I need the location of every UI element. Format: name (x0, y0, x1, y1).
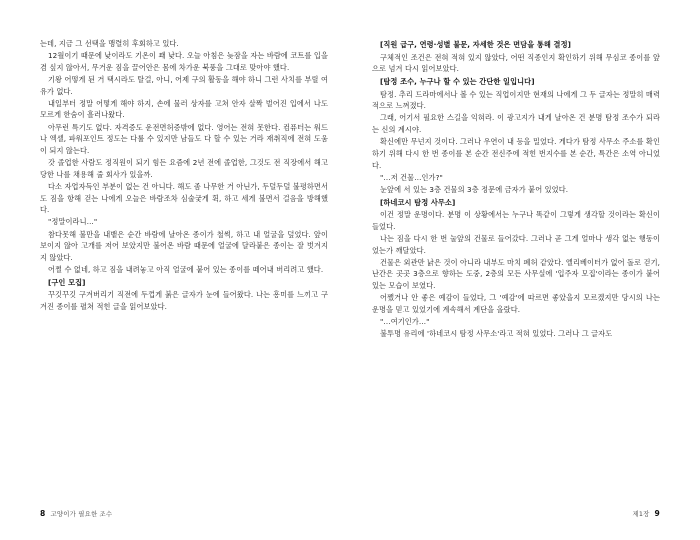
paragraph: 불투명 유리에 '하네코시 탐정 사무소'라고 적혀 있었다. 그러나 그 글자도 (380, 329, 613, 339)
paragraph: 확신에만 무넌지 것이다. 그러나 우연이 내 등을 밀었다. 게다가 탐정 사무소 주소를 확인하기 위해 다시 한 번 종이를 본 순간 전신주에 적힌 번지수를 본 순간, 특간은 소역 아니었다. (372, 137, 660, 170)
dialogue-line: "…저 건물…인가?" (380, 172, 443, 182)
paragraph: 는데, 지금 그 선택을 맹렬히 후회하고 있다. (40, 39, 179, 48)
paragraph: 눈앞에 서 있는 3층 건물의 3층 정문에 금자가 붙어 있었다. (380, 184, 569, 194)
right-page-footer (633, 509, 661, 518)
paragraph: 구체적인 조건은 전혀 적혀 있지 않았다, 어떤 직종인지 확인하기 위해 무심코 종이를 앞으로 넘겨 다시 읽어보았다. (372, 52, 660, 74)
right-page-body (372, 39, 660, 340)
left-page-footer (40, 509, 112, 518)
inline-heading: [구인 모집] (48, 277, 86, 287)
paragraph: 참다못해 불만을 내뱉은 순간 바람에 날아온 종이가 철썩, 하고 내 얼굴을 덮었다. 앞이 보이지 않아 고개를 저어 보았지만 불어온 바람 때문에 얼굴에 달라붙은 종이는 잘 벗겨지지 않았다. (40, 229, 328, 262)
inline-heading: [하네코시 탐정 사무소] (380, 197, 456, 207)
left-page-body (40, 38, 328, 313)
paragraph: 어쨌거나 안 좋은 예감이 들었다, 그 '예감'에 따르면 좋았을지 모르겠지만 당시의 나는 운명을 믿고 있었기에 계속해서 계단을 올랐다. (372, 293, 660, 314)
paragraph: 나는 짐을 다시 한 번 눌앞의 건물로 들어갔다. 그러나 곧 그게 얼마나 생각 없는 행동이었는가 깨달았다. (372, 234, 660, 255)
paragraph: 12월이기 때문에 낮이라도 기온이 꽤 낮다. 오늘 아침은 늦잠을 자는 바람에 코트를 입을 겸 싶지 않아서, 무거운 짐을 끌어안은 몸에 차가운 북풍을 그대로 맞아야 했다. (40, 51, 328, 72)
page-number: 9 (654, 509, 660, 518)
paragraph: 갓 졸업한 사람도 정직원이 되기 힘든 요즘에 2년 전에 졸업한, 그것도 전 직장에서 해고당한 나를 채용해 줄 회사가 있을까. (40, 158, 328, 179)
paragraph: 어쩔 수 없네, 하고 짐을 내려놓고 아직 얼굴에 붙어 있는 종이를 떼어내 버리려고 했다. (48, 264, 324, 274)
running-head: 고양이가 필요한 조수 (50, 510, 113, 518)
inline-heading: [탐정 조수, 누구나 할 수 있는 간단한 일입니다] (380, 76, 535, 86)
paragraph: 이건 정말 운명이다. 분명 이 상황에서는 누구나 똑같이 그렇게 생각할 것이라는 확신이 들었다. (372, 210, 660, 231)
paragraph: 그래, 어기서 필요한 스길을 익혀라. 이 광고지가 내게 날아온 건 분명 탐정 조수가 되라는 신의 계시야. (372, 113, 660, 135)
page-number: 8 (40, 509, 46, 518)
paragraph: 건물은 외관만 낡은 것이 아니라 내부도 마치 폐허 같았다. 엘리베이터가 없어 돌로 걷기, 난간은 곳곳 3층으로 향하는 도중, 2층의 모든 사무실에 '입주자 모집'이라는 종이가 붙어 있는 모습이 보였다. (372, 257, 660, 291)
paragraph: 꾸깃꾸깃 구겨버리기 직전에 두껍게 붉은 글자가 눈에 들어왔다. 나는 흥미를 느끼고 구겨진 종이를 펼쳐 적힌 글을 읽어보았다. (40, 290, 328, 311)
paragraph: 다소 자업자득인 부분이 없는 건 아니다. 해도 좀 나무한 거 아닌가, 두덜두덜 불평하면서도 짐을 항해 걷는 나에게 오늘은 바람조차 심술궂게 휙, 하고 세게 불면서 걸음을 방해했다. (40, 181, 328, 215)
dialogue-line: "정말이라니…" (48, 217, 98, 227)
dialogue-line: "…여기인가…" (380, 317, 430, 327)
right-page (350, 0, 700, 540)
paragraph: 기왕 어떻게 된 거 택시라도 탈걸, 아니, 어제 구의 활동을 해야 하니 그런 사치를 부릴 여유가 없다. (40, 74, 329, 96)
paragraph: 탐정. 추리 드라마에서나 볼 수 있는 직업이지만 현재의 나에게 그 두 글자는 정말히 매력적으로 느껴졌다. (372, 89, 660, 111)
running-head: 제1장 (632, 510, 650, 518)
inline-heading: [직원 급구, 연령·성별 불문, 자세한 것은 면담을 통해 결정] (380, 40, 572, 49)
paragraph: 내일부터 정말 어떻게 해야 하지, 손에 물러 상자를 고쳐 안자 살짝 벌어진 입에서 나도 모르게 한숨이 흘러나왔다. (40, 98, 328, 120)
paragraph: 아무런 특기도 없다. 자격증도 운전면허증밖에 없다. 영어는 전혀 못한다. 컴퓨터는 워드나 엑셀, 파워포인트 정도는 다룰 수 있지만 남들도 다 할 수 있는 거라 재취직에 전혀 도움이 되지 않는다. (40, 122, 328, 155)
